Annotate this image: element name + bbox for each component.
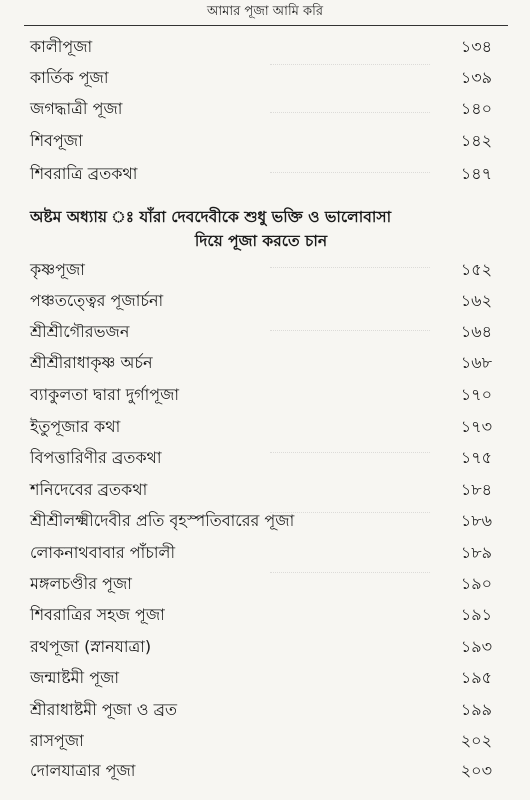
entry-title: শ্রীশ্রীগৌরভজন (30, 322, 130, 341)
toc-entry (30, 636, 492, 658)
entry-page: ১৩৪ (460, 37, 492, 56)
entry-title: জগদ্ধাত্রী পূজা (30, 99, 123, 118)
entry-title: মঙ্গলচণ্ডীর পূজা (30, 574, 132, 593)
entry-page: ১৯০ (460, 574, 492, 593)
entry-page: ১৯১ (460, 605, 492, 624)
entry-title: শ্রীশ্রীলক্ষ্মীদেবীর প্রতি বৃহস্পতিবারের পূজা (30, 511, 295, 530)
toc-entry (30, 67, 492, 89)
entry-title: জন্মাষ্টমী পূজা (30, 668, 120, 687)
toc-entry (30, 384, 492, 406)
toc-entry (30, 352, 492, 374)
entry-page: ১৭০ (460, 385, 492, 404)
entry-page: ১৯৫ (460, 668, 492, 687)
entry-page: ১৪০ (460, 99, 492, 118)
toc-entry (30, 290, 492, 312)
entry-page: ১৭৫ (460, 448, 492, 467)
entry-title: কার্তিক পূজা (30, 68, 109, 87)
entry-page: ১৫২ (460, 260, 492, 279)
toc-entry (30, 699, 492, 721)
entry-title: লোকনাথবাবার পাঁচালী (30, 543, 176, 562)
entry-title: ইতুপূজার কথা (30, 417, 121, 436)
toc-entry (30, 542, 492, 564)
entry-title: শিবরাত্রির সহজ পূজা (30, 605, 165, 624)
toc-entry (30, 573, 492, 595)
entry-page: ১৮৬ (460, 511, 492, 530)
entry-title: শ্রীশ্রীরাধাকৃষ্ণ অর্চন (30, 353, 153, 372)
entry-page: ১৬৪ (460, 322, 492, 341)
toc-entry (30, 130, 492, 152)
entry-title: শিবরাত্রি ব্রতকথা (30, 164, 138, 183)
chapter-heading-line1: অষ্টম অধ্যায় ঃ যাঁরা দেবদেবীকে শুধু ভক্তি ও ভালোবাসা (30, 208, 392, 226)
entry-title: শনিদেবের ব্রতকথা (30, 480, 148, 499)
toc-entry (30, 36, 492, 58)
toc-entry (30, 321, 492, 343)
toc-entry (30, 416, 492, 438)
entry-title: শ্রীরাধাষ্টমী পূজা ও ব্রত (30, 700, 177, 719)
toc-entry (30, 163, 492, 185)
running-head: আমার পূজা আমি করি (207, 4, 323, 19)
entry-title: কৃষ্ণপূজা (30, 260, 85, 279)
entry-page: ১৬৮ (460, 353, 492, 372)
entry-title: রাসপূজা (30, 731, 84, 750)
entry-title: বিপত্তারিণীর ব্রতকথা (30, 448, 162, 467)
toc-entry (30, 760, 492, 782)
toc-entry (30, 604, 492, 626)
entry-title: কালীপূজা (30, 37, 93, 56)
toc-entry (30, 510, 492, 532)
entry-page: ১৪২ (460, 131, 492, 150)
entry-page: ১৩৯ (460, 68, 492, 87)
entry-page: ১৯৩ (460, 637, 492, 656)
toc-entry (30, 98, 492, 120)
entry-page: ১৬২ (460, 291, 492, 310)
entry-page: ১৮৪ (460, 480, 492, 499)
entry-page: ২০৩ (460, 761, 492, 780)
toc-entry (30, 259, 492, 281)
entry-page: ২০২ (460, 731, 492, 750)
toc-entry (30, 479, 492, 501)
entry-title: ব্যাকুলতা দ্বারা দুর্গাপূজা (30, 385, 180, 404)
toc-entry (30, 667, 492, 689)
chapter-heading (30, 205, 492, 255)
entry-title: দোলযাত্রার পূজা (30, 761, 136, 780)
header-rule (24, 25, 508, 26)
entry-page: ১৮৯ (460, 543, 492, 562)
entry-page: ১৪৭ (460, 164, 492, 183)
entry-title: শিবপূজা (30, 131, 83, 150)
entry-page: ১৭৩ (460, 417, 492, 436)
toc-entry (30, 447, 492, 469)
toc-entry (30, 730, 492, 752)
entry-title: রথপূজা (স্নানযাত্রা) (30, 637, 152, 656)
entry-page: ১৯৯ (460, 700, 492, 719)
chapter-heading-line2: দিয়ে পূজা করতে চান (194, 232, 328, 250)
entry-title: পঞ্চতত্ত্বের পূজার্চনা (30, 291, 164, 310)
